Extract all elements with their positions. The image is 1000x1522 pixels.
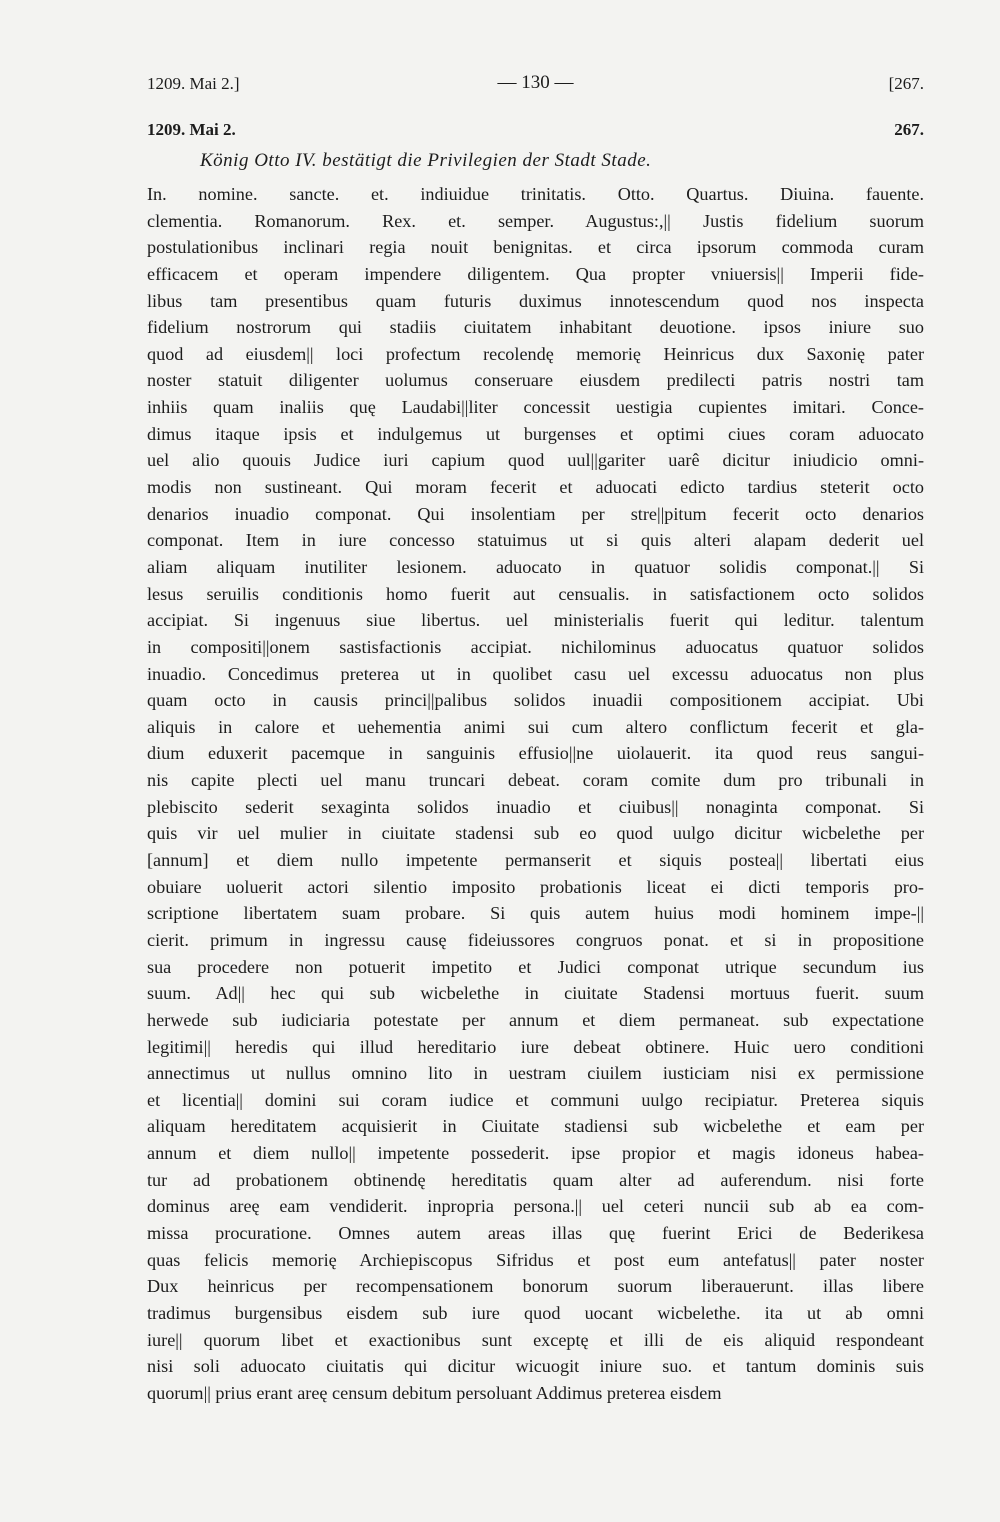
text-line: scriptione libertatem suam probare. Si quis autem huius modi hominem impe-||: [147, 903, 924, 924]
text-line: dium eduxerit pacemque in sanguinis effusio||ne uiolauerit. ita quod reus sangui-: [147, 743, 924, 764]
text-line: dominus areę eam vendiderit. inpropria persona.|| uel ceteri nuncii sub ab ea com-: [147, 1196, 924, 1217]
text-line: aliam aliquam inutiliter lesionem. aduocato in quatuor solidis componat.|| Si: [147, 556, 924, 577]
running-head-document-number: [267.: [888, 74, 924, 93]
text-line: libus tam presentibus quam futuris duximus innotescendum quod nos inspecta: [147, 290, 924, 311]
text-line: lesus seruilis conditionis homo fuerit aut censualis. in satisfactionem octo solidos: [147, 583, 924, 604]
text-line: cierit. primum in ingressu causę fideiussores congruos ponat. et si in propositione: [147, 929, 924, 950]
text-line: suum. Ad|| hec qui sub wicbelethe in ciuitate Stadensi mortuus fuerit. suum: [147, 983, 924, 1004]
text-line: fidelium nostrorum qui stadiis ciuitatem inhabitant deuotione. ipsos iniure suo: [147, 317, 924, 338]
text-line: herwede sub iudiciaria potestate per annum et diem permaneat. sub expectatione: [147, 1009, 924, 1030]
text-line: quis vir uel mulier in ciuitate stadensi sub eo quod uulgo dicitur wicbelethe per: [147, 823, 924, 844]
text-line: In. nomine. sancte. et. indiuidue trinitatis. Otto. Quartus. Diuina. fauente.: [147, 184, 924, 204]
text-line: annectimus ut nullus omnino lito in uestram ciuilem iusticiam nisi ex permissione: [147, 1063, 924, 1084]
text-line: uel alio quouis Judice iuri capium quod uul||gariter uarê dicitur iniudicio omni-: [147, 450, 924, 471]
text-line: quas felicis memorię Archiepiscopus Sifridus et post eum antefatus|| pater noster: [147, 1249, 924, 1270]
text-line: efficacem et operam impendere diligentem. Qua propter vniuersis|| Imperii fide-: [147, 263, 924, 284]
text-line: Dux heinricus per recompensationem bonorum suorum liberauerunt. illas libere: [147, 1276, 924, 1297]
text-line: nis capite plecti uel manu truncari debeat. coram comite dum pro tribunali in: [147, 770, 924, 791]
text-line: [annum] et diem nullo impetente permanserit et siquis postea|| libertati eius: [147, 850, 924, 871]
text-line: postulationibus inclinari regia nouit benignitas. et circa ipsorum commoda curam: [147, 237, 924, 258]
document-title: König Otto IV. bestätigt die Privilegien der Stadt Stade.: [200, 150, 652, 171]
text-line: dimus itaque ipsis et indulgemus ut burgenses et optimi ciues coram aduocato: [147, 423, 924, 444]
text-line: annum et diem nullo|| impetente possederit. ipse propior et magis idoneus habea-: [147, 1143, 924, 1164]
text-line: quam octo in causis princi||palibus solidos inuadii compositionem accipiat. Ubi: [147, 690, 924, 711]
text-line: componat. Item in iure concesso statuimus ut si quis alteri alapam dederit uel: [147, 530, 924, 551]
document-body: [147, 181, 924, 1406]
text-line: noster statuit diligenter uolumus conseruare eiusdem predilecti patris nostri tam: [147, 370, 924, 391]
text-line: inuadio. Concedimus preterea ut in quolibet casu uel excessu aduocatus non plus: [147, 663, 924, 684]
text-line: aliquam hereditatem acquisierit in Ciuitate stadiensi sub wicbelethe et eam per: [147, 1116, 924, 1137]
text-line: missa procuratione. Omnes autem areas illas quę fuerint Erici de Bederikesa: [147, 1222, 924, 1243]
text-line: quod ad eiusdem|| loci profectum recolendę memorię Heinricus dux Saxonię pater: [147, 343, 924, 364]
text-line: et licentia|| domini sui coram iudice et communi uulgo recipiatur. Preterea siquis: [147, 1089, 924, 1110]
text-line: obuiare uoluerit actori silentio imposito probationis liceat ei dicti temporis pro-: [147, 876, 924, 897]
text-line: iure|| quorum libet et exactionibus sunt exceptę et illi de eis aliquid respondeant: [147, 1329, 924, 1350]
text-line: nisi soli aduocato ciuitatis qui dicitur wicuogit iniure suo. et tantum dominis suis: [147, 1356, 924, 1377]
text-line: inhiis quam inaliis quę Laudabi||liter concessit uestigia cupientes imitari. Conce-: [147, 397, 924, 418]
document-header: [147, 120, 924, 148]
running-head-date: 1209. Mai 2.]: [147, 74, 240, 93]
text-line: plebiscito sederit sexaginta solidos inuadio et ciuibus|| nonaginta componat. Si: [147, 796, 924, 817]
text-line: aliquis in calore et uehementia animi sui cum altero conflictum fecerit et gla-: [147, 716, 924, 737]
text-line: tradimus burgensibus eisdem sub iure quod uocant wicbelethe. ita ut ab omni: [147, 1302, 924, 1323]
text-line: denarios inuadio componat. Qui insolentiam per stre||pitum fecerit octo denarios: [147, 503, 924, 524]
document-number: 267.: [894, 120, 924, 139]
document-date: 1209. Mai 2.: [147, 120, 236, 139]
text-line: in compositi||onem sastisfactionis accipiat. nichilominus aduocatus quatuor solidos: [147, 636, 924, 657]
text-line: legitimi|| heredis qui illud hereditario iure debeat obtinere. Huic uero conditioni: [147, 1036, 924, 1057]
page-number: — 130 —: [497, 72, 574, 93]
text-line: modis non sustineant. Qui moram fecerit et aduocati edicto tardius steterit octo: [147, 477, 924, 498]
text-line: sua procedere non potuerit impetito et Judici componat utrique secundum ius: [147, 956, 924, 977]
text-line: quorum|| prius erant areę censum debitum persoluant Addimus preterea eisdem: [147, 1382, 722, 1403]
text-line: tur ad probationem obtinendę hereditatis quam alter ad auferendum. nisi forte: [147, 1169, 924, 1190]
text-line: clementia. Romanorum. Rex. et. semper. Augustus:,|| Justis fidelium suorum: [147, 210, 924, 231]
text-line: accipiat. Si ingenuus siue libertus. uel ministerialis fuerit qui leditur. talentum: [147, 610, 924, 631]
running-head: [147, 74, 924, 100]
